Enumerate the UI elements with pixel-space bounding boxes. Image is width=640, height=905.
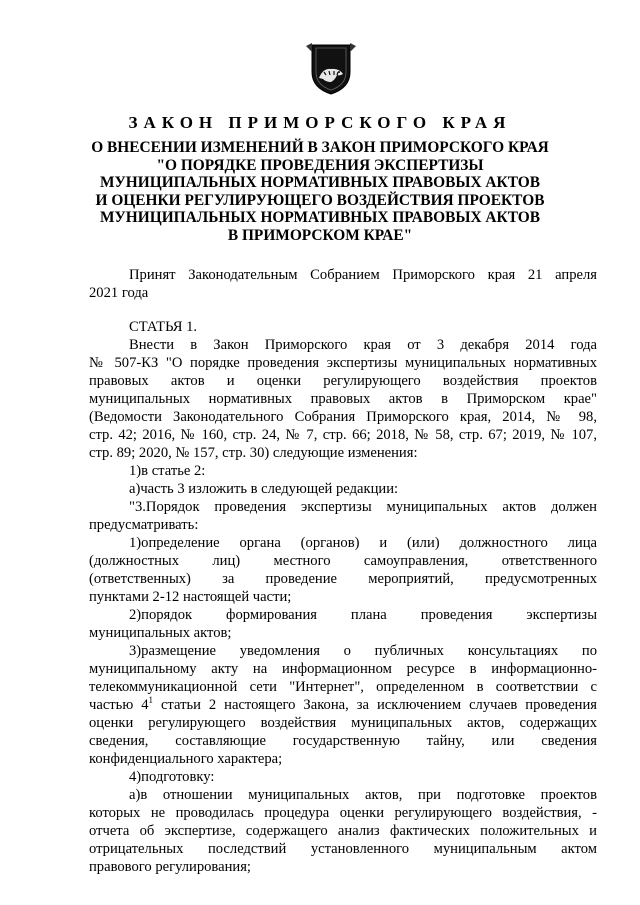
adoption-line: Принят Законодательным Собранием Приморского края 21 апреля [129, 267, 597, 283]
subtitle-line: МУНИЦИПАЛЬНЫХ НОРМАТИВНЫХ ПРАВОВЫХ АКТОВ [99, 174, 541, 192]
paragraph-line: (Ведомости Законодательного Собрания Приморского края, 2014, № 98, [89, 409, 597, 425]
paragraph-line: 3)размещение уведомления о публичных консультациях по [129, 643, 597, 659]
subtitle-line: МУНИЦИПАЛЬНЫХ НОРМАТИВНЫХ ПРАВОВЫХ АКТОВ [99, 209, 541, 227]
paragraph-line: сведения, составляющие государственную тайну, или сведения [89, 733, 597, 749]
paragraph-line: правовых актов и оценки регулирующего воздействия проектов [89, 373, 597, 389]
paragraph-line: отрицательных последствий установленного муниципальным актом [89, 841, 597, 857]
paragraph-line: муниципальных нормативных правовых актов в Приморском крае" [89, 391, 597, 407]
paragraph-line: оценки регулирующего воздействия муниципальных актов, содержащих [89, 715, 597, 731]
adoption-note [89, 266, 597, 302]
text-fragment: частью 4 [89, 697, 149, 713]
paragraph-line: стр. 89; 2020, № 157, стр. 30) следующие изменения: [89, 445, 418, 461]
paragraph-line: муниципальному акту на информационном ресурсе в информационно- [89, 661, 597, 677]
coat-of-arms-emblem [306, 42, 356, 96]
paragraph-line [89, 696, 597, 714]
article-heading: СТАТЬЯ 1. [129, 319, 198, 335]
paragraph-line: 1)определение органа (органов) и (или) должностного лица [129, 535, 597, 551]
subtitle-line: "О ПОРЯДКЕ ПРОВЕДЕНИЯ ЭКСПЕРТИЗЫ [156, 156, 484, 174]
paragraph-line: (должностных лиц) местного самоуправления, ответственного [89, 553, 597, 569]
paragraph-line: Внести в Закон Приморского края от 3 декабря 2014 года [129, 337, 597, 353]
law-title: ЗАКОН ПРИМОРСКОГО КРАЯ [128, 113, 512, 132]
paragraph-line: отчета об экспертизе, содержащего анализ фактических положительных и [89, 823, 597, 839]
paragraph-line: (ответственных) за проведение мероприятий, предусмотренных [89, 571, 597, 587]
list-item: 1)в статье 2: [129, 463, 206, 479]
subtitle-line: О ВНЕСЕНИИ ИЗМЕНЕНИЙ В ЗАКОН ПРИМОРСКОГО КРАЯ [91, 139, 549, 156]
paragraph-line: конфиденциального характера; [89, 751, 283, 767]
paragraph-line: пунктами 2-12 настоящей части; [89, 589, 292, 605]
paragraph-line: а)в отношении муниципальных актов, при подготовке проектов [129, 787, 597, 803]
text-fragment: статьи 2 настоящего Закона, за исключением случаев проведения [153, 697, 598, 713]
subtitle-line: В ПРИМОРСКОМ КРАЕ" [227, 226, 413, 244]
paragraph-line: предусматривать: [89, 517, 199, 533]
article-body [89, 318, 597, 876]
paragraph-line: стр. 42; 2016, № 160, стр. 24, № 7, стр. 66; 2018, № 58, стр. 67; 2019, № 107, [89, 427, 597, 443]
adoption-line: 2021 года [89, 285, 149, 301]
paragraph-line: правового регулирования; [89, 859, 251, 875]
paragraph-line: № 507-КЗ "О порядке проведения экспертизы муниципальных нормативных [89, 355, 597, 371]
paragraph-line: 2)порядок формирования плана проведения экспертизы [129, 607, 597, 623]
paragraph-line: "3.Порядок проведения экспертизы муниципальных актов должен [129, 499, 597, 515]
law-subtitle [60, 139, 580, 245]
paragraph-line: муниципальных актов; [89, 625, 232, 641]
subtitle-line: И ОЦЕНКИ РЕГУЛИРУЮЩЕГО ВОЗДЕЙСТВИЯ ПРОЕКТОВ [95, 191, 545, 209]
list-item: 4)подготовку: [129, 769, 215, 785]
paragraph-line: которых не проводилась процедура оценки регулирующего воздействия, - [89, 805, 597, 821]
list-item: а)часть 3 изложить в следующей редакции: [129, 481, 399, 497]
superscript: 1 [148, 695, 153, 705]
paragraph-line: телекоммуникационной сети "Интернет", определенном в соответствии с [89, 679, 597, 695]
